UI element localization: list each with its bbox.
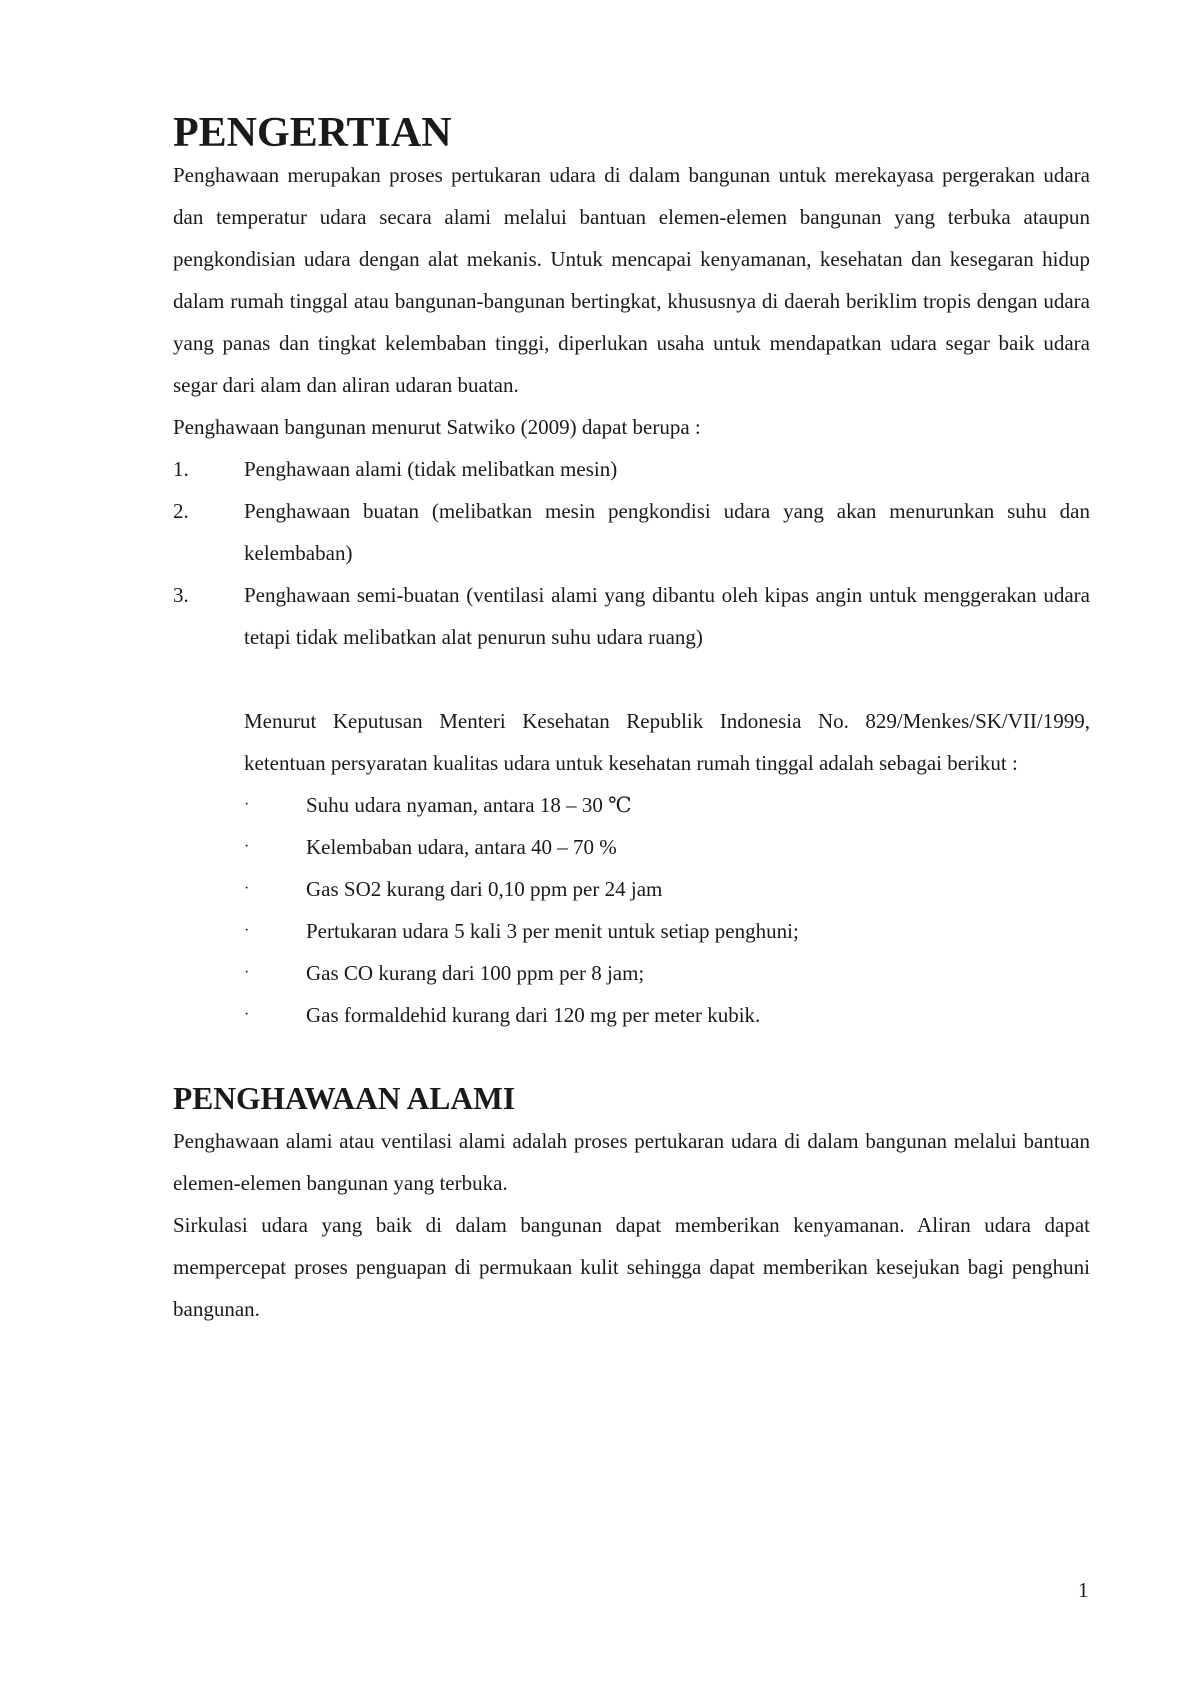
list-item-text: Kelembaban udara, antara 40 – 70 %	[306, 835, 617, 859]
list-item-text: Pertukaran udara 5 kali 3 per menit untuk setiap penghuni;	[306, 919, 799, 943]
list-item-text: Penghawaan alami (tidak melibatkan mesin)	[244, 457, 618, 481]
list-item	[244, 784, 1090, 826]
list-item-text: Gas SO2 kurang dari 0,10 ppm per 24 jam	[306, 877, 663, 901]
list-item	[244, 826, 1090, 868]
section-heading-pengertian: PENGERTIAN	[173, 110, 452, 156]
list-number: 2.	[173, 499, 189, 523]
list-item-text: Gas formaldehid kurang dari 120 mg per meter kubik.	[306, 1003, 761, 1027]
list-item	[173, 448, 1090, 490]
list-item-text: Penghawaan buatan (melibatkan mesin pengkondisi udara yang akan menurunkan suhu dan kelembaban)	[244, 499, 1090, 565]
blank-line	[173, 1036, 1090, 1078]
paragraph-air-circulation: Sirkulasi udara yang baik di dalam bangunan dapat memberikan kenyamanan. Aliran udara dapat mempercepat proses penguapan di permukaan kulit sehingga dapat memberikan kesejukan bagi penghuni bangunan.	[173, 1213, 1090, 1321]
bullet-dot-icon: ·	[244, 964, 250, 981]
list-item	[244, 910, 1090, 952]
list-item	[244, 868, 1090, 910]
list-item	[244, 952, 1090, 994]
list-item-text: Gas CO kurang dari 100 ppm per 8 jam;	[306, 961, 645, 985]
list-item	[244, 994, 1090, 1036]
section-heading-penghawaan-alami: PENGHAWAAN ALAMI	[173, 1081, 516, 1116]
list-item	[173, 574, 1090, 658]
numbered-list-ventilation-types	[173, 448, 1090, 658]
list-number: 3.	[173, 583, 189, 607]
document-page	[173, 112, 1090, 1330]
kepmenkes-block	[244, 700, 1090, 1036]
bullet-dot-icon: ·	[244, 1006, 250, 1023]
list-item-text: Penghawaan semi-buatan (ventilasi alami yang dibantu oleh kipas angin untuk menggerakan udara tetapi tidak melibatkan alat penurun suhu udara ruang)	[244, 583, 1090, 649]
bullet-dot-icon: ·	[244, 922, 250, 939]
paragraph-satwiko-intro: Penghawaan bangunan menurut Satwiko (2009) dapat berupa :	[173, 415, 701, 439]
blank-line	[173, 658, 1090, 700]
paragraph-kepmenkes: Menurut Keputusan Menteri Kesehatan Republik Indonesia No. 829/Menkes/SK/VII/1999, ketentuan persyaratan kualitas udara untuk kesehatan rumah tinggal adalah sebagai berikut :	[244, 709, 1090, 775]
list-item-text: Suhu udara nyaman, antara 18 – 30 ℃	[306, 793, 632, 817]
paragraph-natural-ventilation: Penghawaan alami atau ventilasi alami adalah proses pertukaran udara di dalam bangunan melalui bantuan elemen-elemen bangunan yang terbuka.	[173, 1129, 1090, 1195]
list-item	[173, 490, 1090, 574]
bullet-dot-icon: ·	[244, 796, 250, 813]
list-number: 1.	[173, 457, 189, 481]
bullet-dot-icon: ·	[244, 880, 250, 897]
paragraph-definition: Penghawaan merupakan proses pertukaran udara di dalam bangunan untuk merekayasa pergerakan udara dan temperatur udara secara alami melalui bantuan elemen-elemen bangunan yang terbuka ataupun pengkondisian udara dengan alat mekanis. Untuk mencapai kenyamanan, kesehatan dan kesegaran hidup dalam rumah tinggal atau bangunan-bangunan bertingkat, khususnya di daerah beriklim tropis dengan udara yang panas dan tingkat kelembaban tinggi, diperlukan usaha untuk mendapatkan udara segar baik udara segar dari alam dan aliran udaran buatan.	[173, 163, 1090, 397]
bullet-dot-icon: ·	[244, 838, 250, 855]
bullet-list-air-quality	[244, 784, 1090, 1036]
page-number: 1	[1078, 1578, 1089, 1602]
